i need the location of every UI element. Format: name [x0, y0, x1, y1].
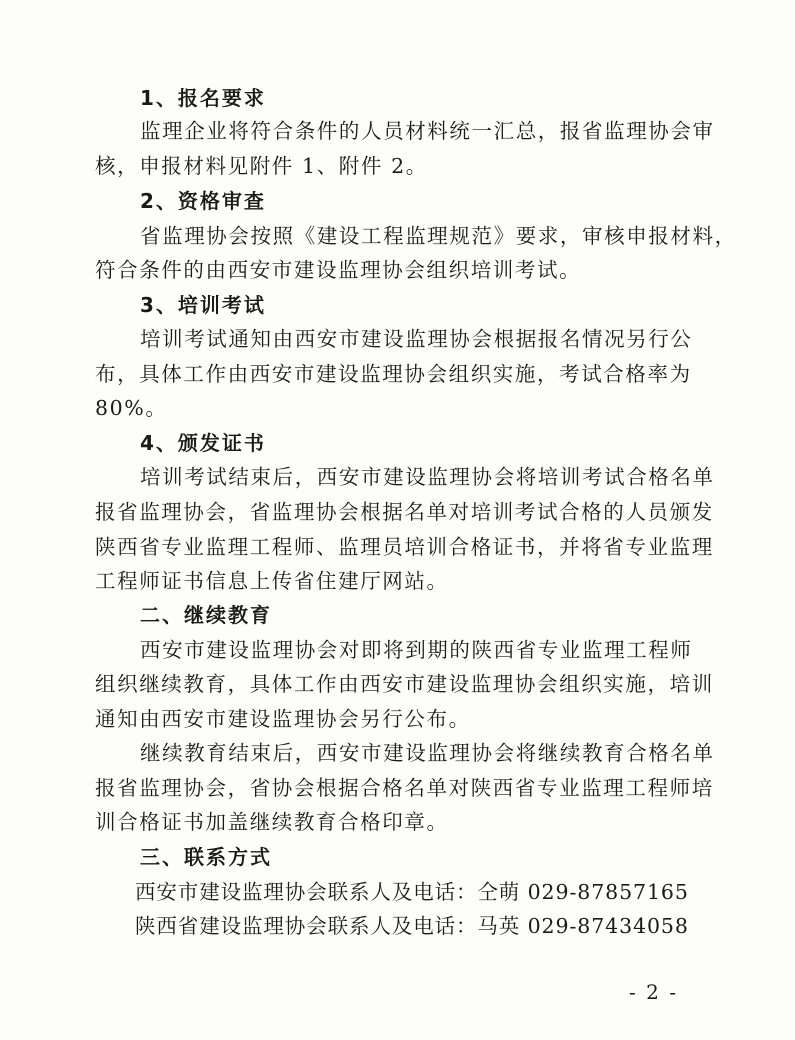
paragraph-line: 80%。	[95, 396, 168, 420]
paragraph-line: 报省监理协会，省协会根据合格名单对陕西省专业监理工程师培	[95, 776, 714, 800]
section-heading-training: 3、培训考试	[140, 293, 266, 317]
paragraph-line: 培训考试结束后，西安市建设监理协会将培训考试合格名单	[140, 465, 715, 489]
paragraph-line: 布，具体工作由西安市建设监理协会组织实施，考试合格率为	[95, 362, 692, 386]
section-heading-contact: 三、联系方式	[140, 845, 272, 869]
paragraph-line: 监理企业将符合条件的人员材料统一汇总，报省监理协会审	[140, 119, 715, 143]
paragraph-line: 核，申报材料见附件 1、附件 2。	[95, 154, 428, 178]
page-number: - 2 -	[629, 980, 678, 1004]
section-heading-qualification: 2、资格审查	[140, 189, 266, 213]
paragraph-line: 陕西省专业监理工程师、监理员培训合格证书，并将省专业监理	[95, 535, 714, 559]
contact-line-shaanxi: 陕西省建设监理协会联系人及电话：马英 029-87434058	[135, 914, 689, 938]
paragraph-line: 继续教育结束后，西安市建设监理协会将继续教育合格名单	[140, 741, 715, 765]
paragraph-line: 通知由西安市建设监理协会另行公布。	[95, 707, 471, 731]
paragraph-line: 组织继续教育，具体工作由西安市建设监理协会组织实施，培训	[95, 672, 714, 696]
section-heading-continuing-education: 二、继续教育	[140, 603, 272, 627]
paragraph-line: 训合格证书加盖继续教育合格印章。	[95, 810, 449, 834]
section-heading-registration: 1、报名要求	[140, 86, 266, 110]
paragraph-line: 西安市建设监理协会对即将到期的陕西省专业监理工程师	[140, 638, 693, 662]
paragraph-line: 报省监理协会，省监理协会根据名单对培训考试合格的人员颁发	[95, 500, 714, 524]
paragraph-line: 符合条件的由西安市建设监理协会组织培训考试。	[95, 258, 582, 282]
contact-line-xian: 西安市建设监理协会联系人及电话：仝萌 029-87857165	[135, 880, 689, 904]
paragraph-line: 培训考试通知由西安市建设监理协会根据报名情况另行公	[140, 327, 693, 351]
paragraph-line: 省监理协会按照《建设工程监理规范》要求，审核申报材料，	[140, 224, 737, 248]
section-heading-certificate: 4、颁发证书	[140, 431, 266, 455]
paragraph-line: 工程师证书信息上传省住建厅网站。	[95, 569, 449, 593]
